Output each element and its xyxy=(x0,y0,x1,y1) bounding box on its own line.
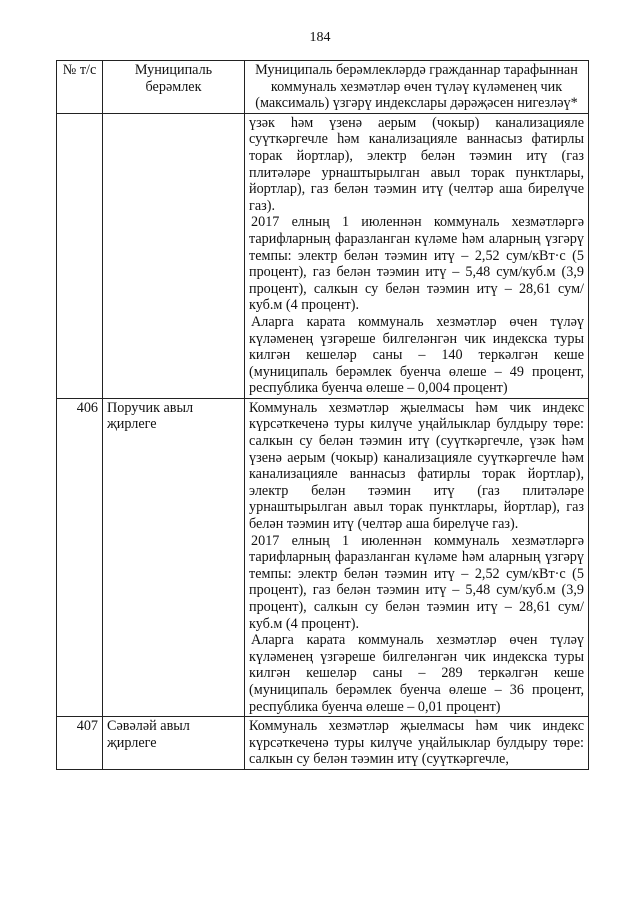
header-municipality: Муниципаль берәмлек xyxy=(103,61,245,114)
header-description: Муниципаль берәмлекләрдә гражданнар тарафыннан коммуналь хезмәтләр өчен түләү күләменең чик (максималь) үзгәрү индекслары дәрәҗәсен нигезләү* xyxy=(245,61,589,114)
row-paragraph: Аларга карата коммуналь хезмәтләр өчен түләү күләменең үзгәреше билгеләнгән чик индекска туры килгән кешеләр саны – 140 теркәлгән кеше (муниципаль берәмлек буенча өлеше – 49 процент, республика буенча өлеше – 0,004 процент) xyxy=(249,313,584,397)
row-paragraph: Коммуналь хезмәтләр җыелмасы һәм чик индекс күрсәткеченә туры килүче уңайлыклар булдыру төре: салкын су белән тәэмин итү (суүткәргечле, үзәк һәм үзенә аерым (чокыр) канализацияле суүткәргечле һәм канализацияле ваннасыз фатирлы торак йортлар), электр белән тәэмин итү (газ плитәләре урнаштырылган авыл торак пунктлары, йортлар), газ белән тәэмин итү (челтәр аша бирелүче газ). xyxy=(249,399,584,533)
row-paragraph: Аларга карата коммуналь хезмәтләр өчен түләү күләменең үзгәреше билгеләнгән чик индекска туры килгән кешеләр саны – 289 теркәлгән кеше (муниципаль берәмлек буенча өлеше – 36 процент, республика буенча өлеше – 0,01 процент) xyxy=(249,632,584,715)
row-paragraph: 2017 елның 1 июленнән коммуналь хезмәтләргә тарифларның фаразланган күләме һәм аларның үзгәрү темпы: электр белән тәэмин итү – 2,52 сум/кВт·с (5 процент), газ белән тәэмин итү – 5,48 сум/куб.м (3,9 процент), салкын су белән тәэмин итү – 28,61 сум/куб.м (4 процент). xyxy=(249,532,584,632)
row-number xyxy=(57,113,103,398)
row-paragraph: үзәк һәм үзенә аерым (чокыр) канализацияле суүткәргечле һәм канализацияле ваннасыз фатирлы торак йортлар), электр белән тәэмин итү (газ плитәләре урнаштырылган авыл торак пунктлары, йортлар), газ белән тәэмин итү (челтәр аша бирелүче газ). xyxy=(249,114,584,214)
row-number: 407 xyxy=(57,717,103,770)
municipal-index-table xyxy=(56,60,589,770)
row-paragraph: 2017 елның 1 июленнән коммуналь хезмәтләргә тарифларның фаразланган күләме һәм аларның үзгәрү темпы: электр белән тәэмин итү – 2,52 сум/кВт·с (5 процент), газ белән тәэмин итү – 5,48 сум/куб.м (3,9 процент), салкын су белән тәэмин итү – 28,61 сум/куб.м (4 процент). xyxy=(249,214,584,314)
page-number: 184 xyxy=(309,30,331,45)
row-description xyxy=(245,717,589,770)
table-row xyxy=(57,717,589,770)
row-description xyxy=(245,398,589,716)
row-paragraph: Коммуналь хезмәтләр җыелмасы һәм чик индекс күрсәткеченә туры килүче уңайлыклар булдыру төре: салкын су белән тәэмин итү (суүткәргечле, xyxy=(249,718,584,768)
row-municipality xyxy=(103,113,245,398)
row-municipality: Сәвәләй авыл җирлеге xyxy=(103,717,245,770)
header-number: № т/с xyxy=(57,61,103,114)
table-row xyxy=(57,398,589,716)
row-number: 406 xyxy=(57,398,103,716)
row-description xyxy=(245,113,589,398)
row-municipality: Поручик авыл җирлеге xyxy=(103,398,245,716)
table-header-row xyxy=(57,61,589,114)
table-row xyxy=(57,113,589,398)
